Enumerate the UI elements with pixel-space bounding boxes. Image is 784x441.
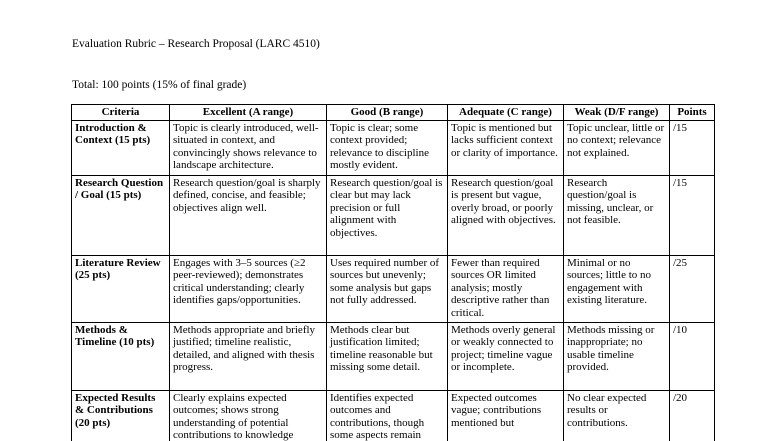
- weak-cell: No clear expected results or contributions.: [564, 390, 670, 441]
- weak-cell: Topic unclear, little or no context; relevance not explained.: [564, 120, 670, 175]
- excellent-cell: Engages with 3–5 sources (≥2 peer-reviewed); demonstrates critical understanding; clearly identifies gaps/opportunities.: [170, 255, 327, 322]
- criteria-cell: Literature Review (25 pts): [72, 255, 170, 322]
- header-weak: Weak (D/F range): [564, 105, 670, 121]
- good-cell: Topic is clear; some context provided; relevance to discipline mostly evident.: [327, 120, 448, 175]
- adequate-cell: Expected outcomes vague; contributions mentioned but: [448, 390, 564, 441]
- criteria-cell: Expected Results & Contributions (20 pts): [72, 390, 170, 441]
- header-good: Good (B range): [327, 105, 448, 121]
- header-adequate: Adequate (C range): [448, 105, 564, 121]
- good-cell: Uses required number of sources but unevenly; some analysis but gaps not fully addressed.: [327, 255, 448, 322]
- header-points: Points: [670, 105, 715, 121]
- weak-cell: Methods missing or inappropriate; no usable timeline provided.: [564, 322, 670, 390]
- adequate-cell: Fewer than required sources OR limited analysis; mostly descriptive rather than critical.: [448, 255, 564, 322]
- points-cell: /25: [670, 255, 715, 322]
- criteria-cell: Research Question / Goal (15 pts): [72, 175, 170, 255]
- table-row: [72, 390, 715, 441]
- table-header-row: [72, 105, 715, 121]
- points-cell: /10: [670, 322, 715, 390]
- table-row: [72, 322, 715, 390]
- document-title: Evaluation Rubric – Research Proposal (LARC 4510): [72, 38, 320, 50]
- excellent-cell: Research question/goal is sharply defined, concise, and feasible; objectives align well.: [170, 175, 327, 255]
- adequate-cell: Methods overly general or weakly connected to project; timeline vague or incomplete.: [448, 322, 564, 390]
- adequate-cell: Topic is mentioned but lacks sufficient context or clarity of importance.: [448, 120, 564, 175]
- points-cell: /20: [670, 390, 715, 441]
- header-excellent: Excellent (A range): [170, 105, 327, 121]
- excellent-cell: Clearly explains expected outcomes; shows strong understanding of potential contributions to knowledge: [170, 390, 327, 441]
- points-cell: /15: [670, 175, 715, 255]
- table-row: [72, 255, 715, 322]
- good-cell: Research question/goal is clear but may lack precision or full alignment with objectives.: [327, 175, 448, 255]
- table-row: [72, 120, 715, 175]
- header-criteria: Criteria: [72, 105, 170, 121]
- weak-cell: Research question/goal is missing, unclear, or not feasible.: [564, 175, 670, 255]
- excellent-cell: Topic is clearly introduced, well-situated in context, and convincingly shows relevance to landscape architecture.: [170, 120, 327, 175]
- table-row: [72, 175, 715, 255]
- total-points-line: Total: 100 points (15% of final grade): [72, 79, 247, 91]
- adequate-cell: Research question/goal is present but vague, overly broad, or poorly aligned with objectives.: [448, 175, 564, 255]
- good-cell: Identifies expected outcomes and contributions, though some aspects remain: [327, 390, 448, 441]
- weak-cell: Minimal or no sources; little to no engagement with existing literature.: [564, 255, 670, 322]
- points-cell: /15: [670, 120, 715, 175]
- criteria-cell: Methods & Timeline (10 pts): [72, 322, 170, 390]
- good-cell: Methods clear but justification limited; timeline reasonable but missing some detail.: [327, 322, 448, 390]
- excellent-cell: Methods appropriate and briefly justified; timeline realistic, detailed, and aligned with thesis progress.: [170, 322, 327, 390]
- criteria-cell: Introduction & Context (15 pts): [72, 120, 170, 175]
- rubric-table: [71, 104, 715, 441]
